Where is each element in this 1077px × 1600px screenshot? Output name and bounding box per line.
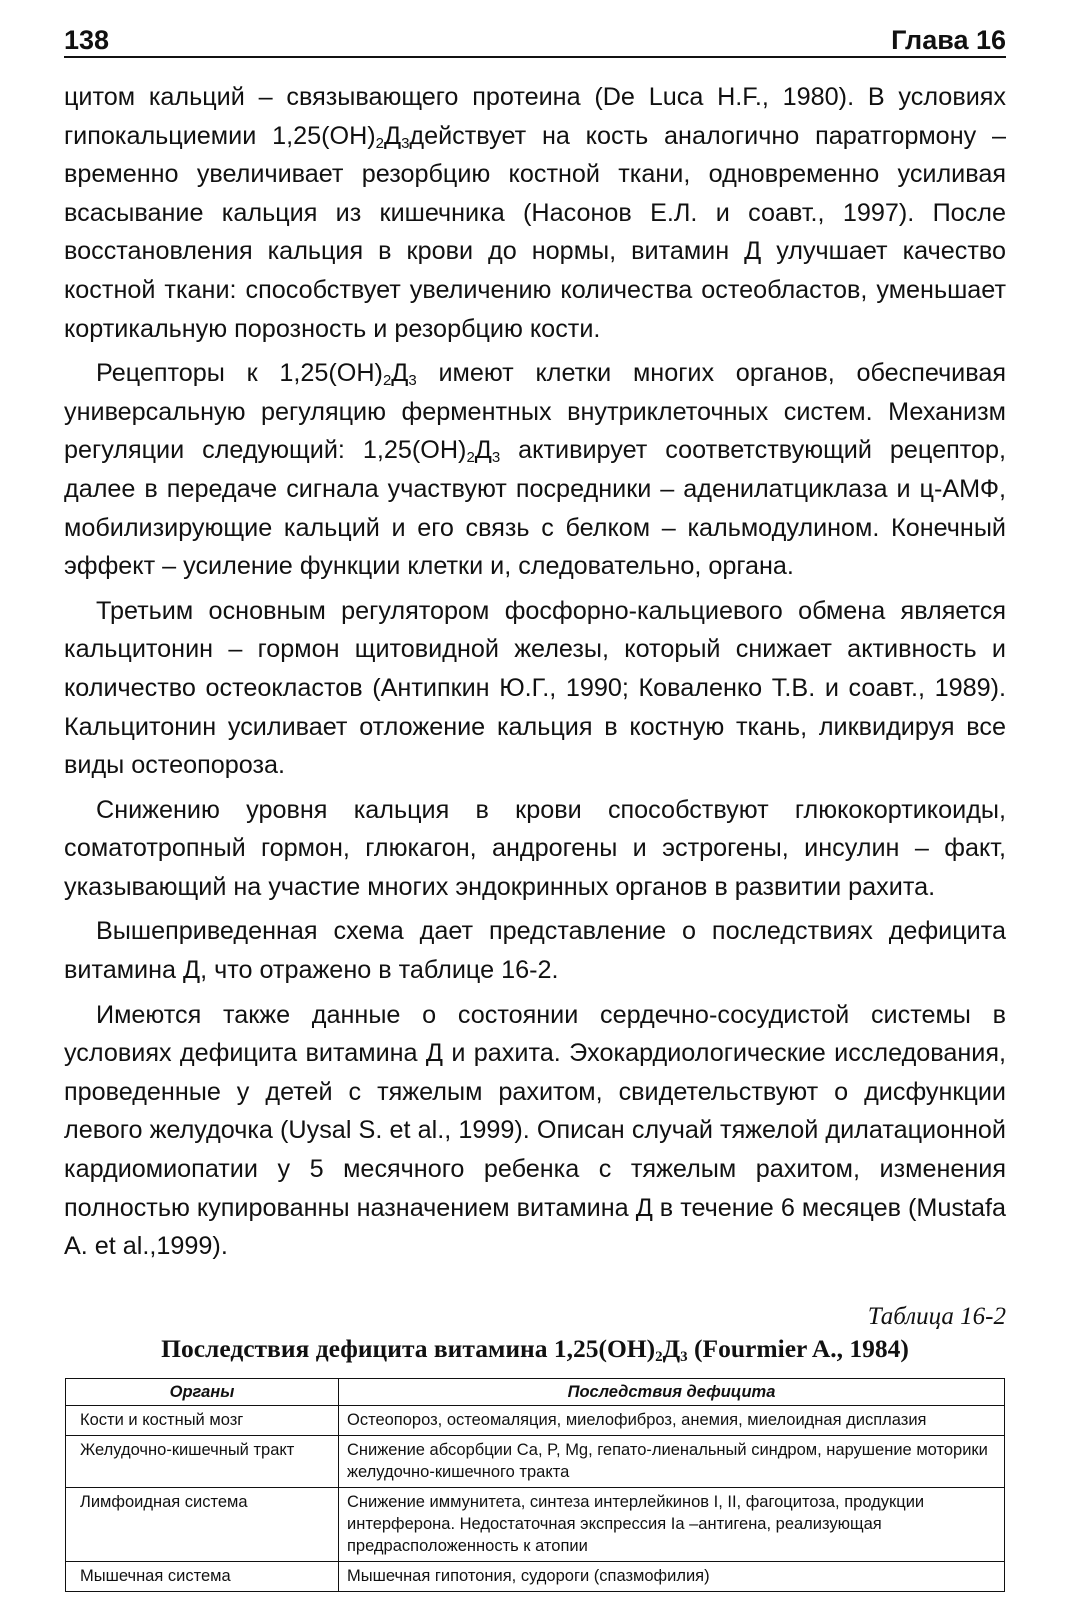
chapter-title: Глава 16: [891, 25, 1006, 55]
table-row: [66, 1487, 1005, 1561]
organ-cell: Желудочно-кишечный тракт: [66, 1435, 339, 1487]
paragraph-4: Снижению уровня кальция в крови способствуют глюкокортикоиды, соматотропный гормон, глюкагон, андрогены и эстрогены, инсулин – факт, указывающий на участие многих эндокринных органов в развитии рахита.: [64, 795, 1006, 901]
table-title: Последствия дефицита витамина $1,25(OH)_2Д_3$ (Fourmier A., 1984): [161, 1333, 909, 1365]
table-row: [66, 1405, 1005, 1435]
paragraph-6: Имеются также данные о состоянии сердечно-сосудистой системы в условиях дефицита витамина Д и рахита. Эхокардиологические исследования, проведенные у детей с тяжелым рахитом, свидетельствуют о дисфункции левого желудочка (Uysal S. et al., 1999). Описан случай тяжелой дилатационной кардиомиопатии у 5 месячного ребенка с тяжелым рахитом, изменения полностью купированны назначением витамина Д в течение 6 месяцев (Mustafa A. et al.,1999).: [64, 1000, 1006, 1261]
column-header-consequences: Последствия дефицита: [339, 1378, 1005, 1405]
body-text: [64, 78, 1006, 1266]
paragraph-2: Рецепторы к $1,25(OH)_2Д_3$ имеют клетки многих органов, обеспечивая универсальную регуляцию ферментных внутриклеточных систем. Механизм регуляции следующий: $1,25(OH)_2Д_3$ активирует соответствующий рецептор, далее в передаче сигнала участвуют посредники – аденилатциклаза и ц-АМФ, мобилизирующие кальций и его связь с белком – кальмодулином. Конечный эффект – усиление функции клетки и, следовательно, органа.: [64, 359, 1007, 581]
page-number: 138: [64, 25, 110, 55]
organ-cell: Лимфоидная система: [66, 1487, 339, 1561]
column-header-organs: Органы: [66, 1378, 339, 1405]
paragraph-1: цитом кальций – связывающего протеина (De Luca H.F., 1980). В условиях гипокальциемии $1,25(OH)_2Д_3действует$ на кость аналогично паратгормону – временно увеличивает резорбцию костной ткани, одновременно усиливая всасывание кальция из кишечника (Насонов Е.Л. и соавт., 1997). После восстановления кальция в крови до нормы, витамин Д улучшает качество костной ткани: способствует увеличению количества остеобластов, уменьшает кортикальную порозность и резорбцию кости.: [64, 83, 1007, 343]
table-row: [66, 1435, 1005, 1487]
deficiency-table: [65, 1378, 1005, 1592]
paragraph-3: Третьим основным регулятором фосфорно-кальциевого обмена является кальцитонин – гормон щитовидной железы, который снижает активность и количество остеокластов (Антипкин Ю.Г., 1990; Коваленко Т.В. и соавт., 1989). Кальцитонин усиливает отложение кальция в костную ткань, ликвидируя все виды остеопороза.: [64, 596, 1006, 780]
organ-cell: Мышечная система: [66, 1561, 339, 1591]
table-label: Таблица 16-2: [867, 1302, 1006, 1330]
organ-cell: Кости и костный мозг: [66, 1405, 339, 1435]
page-header: [64, 18, 1006, 58]
table-row: [66, 1561, 1005, 1591]
table-header-row: [66, 1378, 1005, 1405]
consequence-cell: Остеопороз, остеомаляция, миелофиброз, анемия, миелоидная дисплазия: [339, 1405, 1005, 1435]
consequence-cell: Мышечная гипотония, судороги (спазмофилия): [339, 1561, 1005, 1591]
consequence-cell: Снижение абсорбции Са, P, Mg, гепато-лиенальный синдром, нарушение моторики желудочно-кишечного тракта: [339, 1435, 1005, 1487]
paragraph-5: Вышеприведенная схема дает представление о последствиях дефицита витамина Д, что отражено в таблице 16-2.: [64, 917, 1006, 985]
book-page: [64, 18, 1006, 1592]
consequence-cell: Снижение иммунитета, синтеза интерлейкинов I, II, фагоцитоза, продукции интерферона. Недостаточная экспрессия Ia –антигена, реализующая предрасположенность к атопии: [339, 1487, 1005, 1561]
